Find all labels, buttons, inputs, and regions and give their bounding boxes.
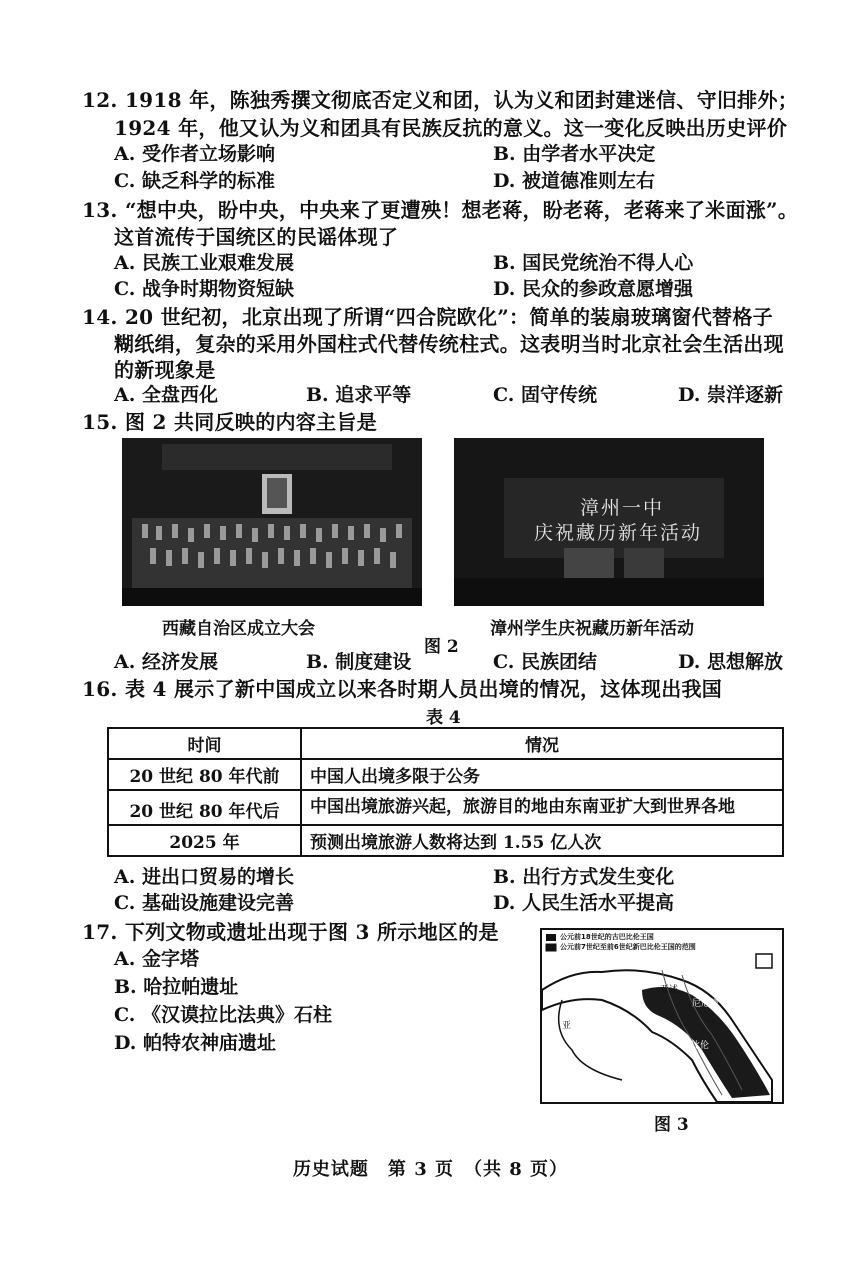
figure2-caption-right: 漳州学生庆祝藏历新年活动 [490, 619, 694, 639]
q16-option-a: A. 进出口贸易的增长 [114, 866, 294, 888]
table-row [108, 825, 783, 856]
q12-option-b: B. 由学者水平决定 [493, 143, 656, 165]
q12-option-d: D. 被道德准则左右 [493, 170, 656, 192]
q16-option-c: C. 基础设施建设完善 [114, 892, 295, 914]
q16-option-d: D. 人民生活水平提高 [493, 892, 675, 914]
mesopotamia-map [540, 928, 784, 1104]
table-4 [107, 727, 784, 857]
q16-option-b: B. 出行方式发生变化 [493, 866, 675, 888]
map-legend-2: 公元前7世纪至前6世纪新巴比伦王国的范围 [560, 943, 696, 951]
table-row [108, 759, 783, 790]
table-header-situation: 情况 [301, 728, 783, 759]
q12-stem-line1: 12. 1918 年，陈独秀撰文彻底否定义和团，认为义和团封建迷信、守旧排外； [82, 88, 799, 112]
q13-option-d: D. 民众的参政意愿增强 [493, 278, 694, 300]
q13-option-c: C. 战争时期物资短缺 [114, 278, 295, 300]
q14-stem-line2: 糊纸绢，复杂的采用外国柱式代替传统柱式。这表明当时北京社会生活出现 [114, 332, 784, 356]
q12-stem-line2: 1924 年，他又认为义和团具有民族反抗的意义。这一变化反映出历史评价 [114, 116, 788, 140]
figure3-label: 图 3 [654, 1115, 689, 1135]
q14-option-a: A. 全盘西化 [114, 384, 218, 406]
q13-option-a: A. 民族工业艰难发展 [114, 252, 294, 274]
q17-option-a: A. 金字塔 [114, 948, 199, 970]
table-cell-time: 20 世纪 80 年代后 [108, 790, 301, 825]
table-cell-time: 2025 年 [108, 825, 301, 856]
q14-option-b: B. 追求平等 [306, 384, 412, 406]
table-row [108, 790, 783, 825]
map-illustration [542, 930, 782, 1102]
zhangzhou-students-photo [454, 438, 764, 606]
map-label-assyria: 亚述 [660, 985, 679, 995]
table-cell-situation: 预测出境旅游人数将达到 1.55 亿人次 [301, 825, 783, 856]
q15-option-c: C. 民族团结 [493, 651, 598, 673]
page-footer: 历史试题 第 3 页 （共 8 页） [292, 1159, 569, 1180]
assembly-crowd-illustration [122, 438, 422, 606]
map-legend-1: 公元前18世纪的古巴比伦王国 [560, 933, 654, 941]
q12-option-a: A. 受作者立场影响 [114, 143, 275, 165]
photo2-text-school: 漳州一中 [580, 497, 665, 519]
q17-option-d: D. 帕特农神庙遗址 [114, 1032, 277, 1054]
q15-option-b: B. 制度建设 [306, 651, 412, 673]
q14-stem-line3: 的新现象是 [114, 358, 216, 382]
figure2-caption-left: 西藏自治区成立大会 [162, 619, 315, 639]
q17-option-b: B. 哈拉帕遗址 [114, 976, 239, 998]
q15-option-a: A. 经济发展 [114, 651, 218, 673]
q12-option-c: C. 缺乏科学的标准 [114, 170, 276, 192]
q14-option-c: C. 固守传统 [493, 384, 598, 406]
map-label-left: 亚 [562, 1021, 572, 1031]
figure2-label: 图 2 [424, 637, 459, 657]
table-header-row [108, 728, 783, 759]
q16-stem: 16. 表 4 展示了新中国成立以来各时期人员出境的情况，这体现出我国 [82, 677, 723, 701]
map-label-nineveh: 尼尼微 [692, 999, 720, 1009]
q14-stem-line1: 14. 20 世纪初，北京出现了所谓“四合院欧化”：简单的装扇玻璃窗代替格子 [82, 305, 773, 329]
table-header-time: 时间 [108, 728, 301, 759]
map-label-babylon: 巴比伦 [682, 1041, 710, 1051]
q13-stem-line2: 这首流传于国统区的民谣体现了 [114, 225, 399, 249]
q15-stem: 15. 图 2 共同反映的内容主旨是 [82, 410, 377, 434]
table-cell-situation: 中国出境旅游兴起，旅游目的地由东南亚扩大到世界各地 [301, 790, 783, 825]
q15-option-d: D. 思想解放 [678, 651, 784, 673]
q17-stem: 17. 下列文物或遗址出现于图 3 所示地区的是 [82, 920, 499, 944]
table4-title: 表 4 [426, 708, 461, 728]
q13-stem-line1: 13. “想中央，盼中央，中央来了更遭殃！想老蒋，盼老蒋，老蒋来了米面涨”。 [82, 198, 799, 222]
table-cell-time: 20 世纪 80 年代前 [108, 759, 301, 790]
tibet-assembly-photo [122, 438, 422, 606]
q17-option-c: C. 《汉谟拉比法典》石柱 [114, 1004, 333, 1026]
q14-option-d: D. 崇洋逐新 [678, 384, 784, 406]
table-cell-situation: 中国人出境多限于公务 [301, 759, 783, 790]
photo2-text-event: 庆祝藏历新年活动 [534, 522, 703, 544]
q13-option-b: B. 国民党统治不得人心 [493, 252, 694, 274]
